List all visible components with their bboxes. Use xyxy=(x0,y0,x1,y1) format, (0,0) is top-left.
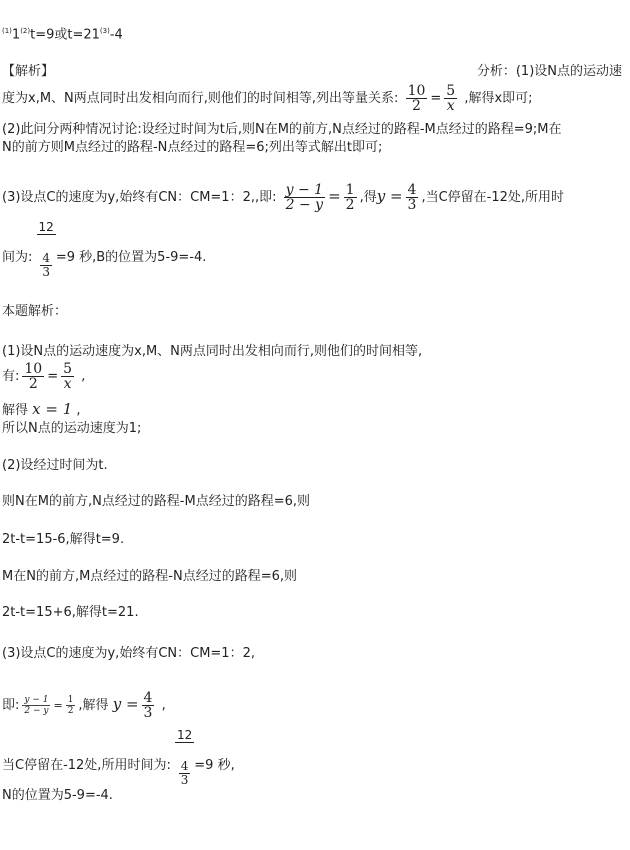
analysis-p2-line2: N的前方则M点经过的路程-N点经过的路程=6;列出等式解出t即可; xyxy=(2,140,383,155)
answer-marker-1: (1) xyxy=(2,27,12,35)
analysis-p1-text: 度为x,M、N两点同时出发相向而行,则他们的时间相等,列出等量关系: xyxy=(2,91,399,106)
solution-s2-line3: 2t-t=15-6,解得t=9. xyxy=(2,532,125,547)
solution-heading: 本题解析： xyxy=(2,304,68,319)
answer-2: t=9或t=21 xyxy=(30,27,100,43)
nested-fraction-12-over-4-thirds: $\frac{12}{\frac{4}{3}}$ xyxy=(38,220,54,279)
solution-s3-time: 当C停留在-12处,所用时间为: $\frac{12}{\frac{4}{3}}$ =9 秒, xyxy=(2,728,235,803)
fraction-5-over-x: $\frac{5}{x}$ xyxy=(446,83,456,114)
solution-s1-conclusion: 所以N点的运动速度为1; xyxy=(2,421,142,436)
analysis-p3-tail: ,当C停留在-12处,所用时 xyxy=(421,190,565,205)
solution-s1-equation: 有: $\frac{10}{2}$ = $\frac{5}{x}$ , xyxy=(2,361,86,392)
analysis-p1: 度为x,M、N两点同时出发相向而行,则他们的时间相等,列出等量关系: $\frac{10}{2}$ = $\frac{5}{x}$ ,解得x即可; xyxy=(2,83,533,114)
solution-s2-line5: 2t-t=15+6,解得t=21. xyxy=(2,605,139,620)
solution-s1-line1: (1)设N点的运动速度为x,M、N两点同时出发相向而行,则他们的时间相等, xyxy=(2,344,423,359)
analysis-p2-line1: (2)此问分两种情况讨论:设经过时间为t后,则N在M的前方,N点经过的路程-M点经过的路程=9;M在 xyxy=(2,122,562,137)
fraction-1-over-2: $\frac{1}{2}$ xyxy=(67,695,74,716)
answer-1: 1 xyxy=(11,27,21,43)
fraction-10-over-2: $\frac{10}{2}$ xyxy=(407,83,426,114)
answer-marker-3: (3) xyxy=(99,27,110,35)
solution-s1-solve: 解得 x = 1 , xyxy=(2,400,81,418)
analysis-lead: 分析：(1)设N点的运动速 xyxy=(476,64,622,79)
solution-s3-line1: (3)设点C的速度为y,始终有CN：CM=1：2, xyxy=(2,646,255,661)
answer-marker-2: (2) xyxy=(20,27,31,35)
analysis-p3-text: (3)设点C的速度为y,始终有CN：CM=1：2,,即: xyxy=(2,190,277,205)
fraction-4-over-3: $\frac{4}{3}$ xyxy=(143,690,153,721)
analysis-p3: (3)设点C的速度为y,始终有CN：CM=1：2,,即: $\frac{y - 1}{2 - y}$ = $\frac{1}{2}$ ,得y = $\frac{4}{3}$ ,当C停留在-12处,所用时 xyxy=(2,182,565,213)
fraction-5-over-x: $\frac{5}{x}$ xyxy=(63,361,73,392)
solution-s3-final: N的位置为5-9=-4. xyxy=(2,788,113,803)
solution-s2-line2: 则N在M的前方,N点经过的路程-M点经过的路程=6,则 xyxy=(2,494,311,509)
solution-s3-equation: 即: $\frac{y - 1}{2 - y}$ = $\frac{1}{2}$ ,解得 y = $\frac{4}{3}$ , xyxy=(2,690,166,721)
fraction-1-over-2: $\frac{1}{2}$ xyxy=(345,182,355,213)
fraction-y-minus-1-over-2-minus-y: $\frac{y - 1}{2 - y}$ xyxy=(285,182,324,213)
nested-fraction-12-over-4-thirds: $\frac{12}{\frac{4}{3}}$ xyxy=(176,728,193,787)
solution-s2-line4: M在N的前方,M点经过的路程-N点经过的路程=6,则 xyxy=(2,569,298,584)
analysis-heading: 【解析】 xyxy=(2,64,55,79)
analysis-p4-tail: 秒,B的位置为5-9=-4. xyxy=(79,250,207,265)
solution-s2-line1: (2)设经过时间为t. xyxy=(2,458,108,473)
fraction-4-over-3: $\frac{4}{3}$ xyxy=(407,182,417,213)
fraction-10-over-2: $\frac{10}{2}$ xyxy=(24,361,43,392)
analysis-p4-text: 间为: xyxy=(2,250,33,265)
analysis-p1-tail: ,解得x即可; xyxy=(464,91,533,106)
analysis-p4: 间为: $\frac{12}{\frac{4}{3}}$ =9 秒,B的位置为5-9=-4. xyxy=(2,220,206,295)
answer-line xyxy=(2,23,123,43)
answer-3: -4 xyxy=(109,27,123,43)
fraction-y-minus-1-over-2-minus-y: $\frac{y - 1}{2 - y}$ xyxy=(24,695,49,716)
